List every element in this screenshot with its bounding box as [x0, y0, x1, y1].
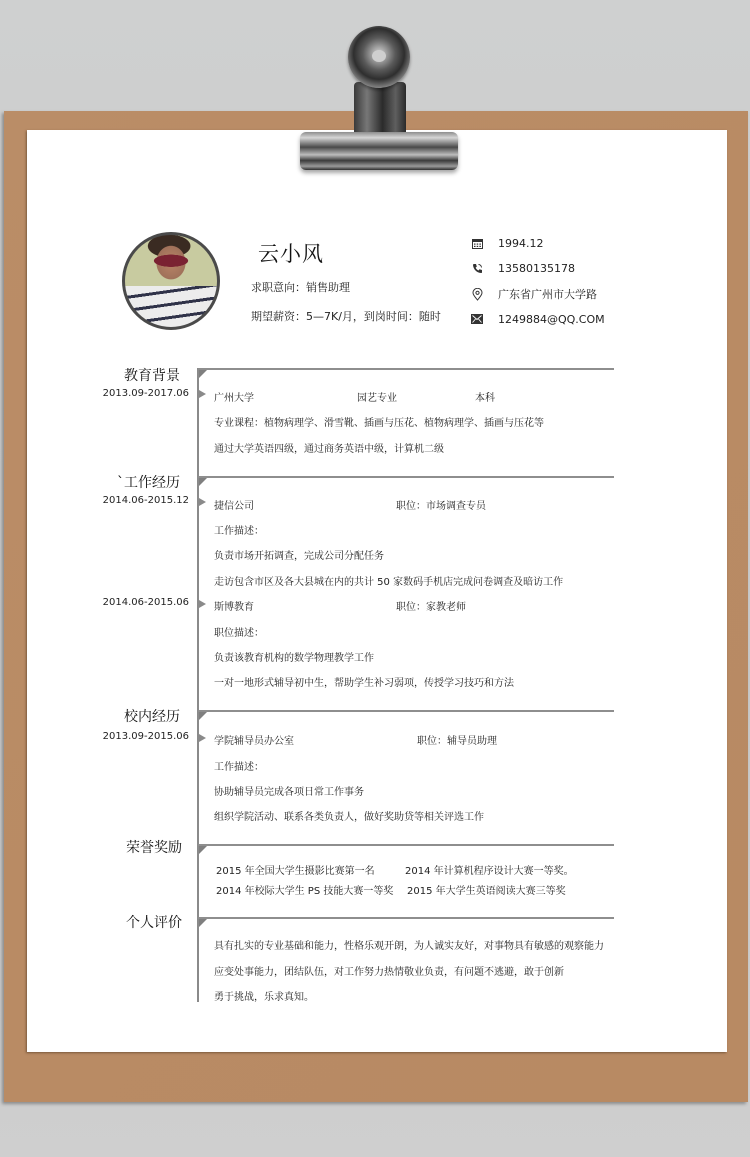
section-divider: [198, 710, 614, 712]
work-desc-1a: 负责市场开拓调查，完成公司分配任务: [214, 551, 384, 562]
corner-marker: [199, 370, 207, 378]
education-major: 园艺专业: [357, 393, 397, 404]
work-company-2: 斯博教育: [214, 602, 254, 613]
section-divider: [198, 917, 614, 919]
education-school: 广州大学: [214, 393, 254, 404]
corner-marker: [199, 478, 207, 486]
education-certs: 通过大学英语四级，通过商务英语中级，计算机二级: [214, 444, 444, 455]
work-position-1: 职位：市场调查专员: [396, 501, 486, 512]
campus-date: 2013.09-2015.06: [102, 731, 189, 742]
honor-item: 2014 年计算机程序设计大赛一等奖。: [405, 866, 574, 877]
avatar: [122, 232, 220, 330]
evaluation-line: 应变处事能力，团结队伍，对工作努力热情敬业负责，有问题不逃避，敢于创新: [214, 967, 564, 978]
section-title-education: 教育背景: [124, 368, 180, 384]
corner-marker: [199, 712, 207, 720]
education-date: 2013.09-2017.06: [102, 388, 189, 399]
education-courses: 专业课程：植物病理学、滑雪靴、插画与压花、植物病理学、插画与压花等: [214, 418, 544, 429]
section-title-evaluation: 个人评价: [126, 915, 182, 931]
work-desc-label-1: 工作描述：: [214, 526, 264, 537]
contact-email-text: 1249884@QQ.COM: [498, 312, 605, 326]
binder-clip: [298, 24, 460, 170]
contact-phone-text: 13580135178: [498, 261, 575, 275]
work-date-2: 2014.06-2015.06: [102, 597, 189, 608]
honor-item: 2014 年校际大学生 PS 技能大赛一等奖: [216, 886, 394, 897]
timeline-arrow: [199, 498, 206, 506]
honor-item: 2015 年全国大学生摄影比赛第一名: [216, 866, 375, 877]
campus-desc-label: 工作描述：: [214, 762, 264, 773]
mail-icon: [470, 312, 484, 326]
clip-base: [300, 132, 458, 170]
salary-expectation: 期望薪资：5—7K/月，到岗时间：随时: [251, 310, 441, 323]
work-desc-1b: 走访包含市区及各大县城在内的共计 50 家数码手机店完成问卷调查及暗访工作: [214, 577, 564, 588]
work-date-1: 2014.06-2015.12: [102, 495, 189, 506]
evaluation-line: 勇于挑战，乐求真知。: [214, 992, 314, 1003]
timeline-arrow: [199, 390, 206, 398]
education-degree: 本科: [475, 393, 495, 404]
contact-email: [470, 311, 670, 327]
honor-item: 2015 年大学生英语阅读大赛三等奖: [407, 886, 566, 897]
section-title-campus: 校内经历: [124, 709, 180, 725]
corner-marker: [199, 846, 207, 854]
work-company-1: 捷信公司: [214, 501, 254, 512]
clip-ring: [348, 26, 410, 88]
section-divider: [198, 844, 614, 846]
contact-birth-text: 1994.12: [498, 236, 544, 250]
campus-desc-a: 协助辅导员完成各项日常工作事务: [214, 787, 364, 798]
timeline-line: [197, 368, 199, 1002]
section-divider: [198, 476, 614, 478]
location-icon: [470, 287, 484, 301]
contact-birth: [470, 235, 670, 251]
work-desc-2b: 一对一地形式辅导初中生，帮助学生补习弱项，传授学习技巧和方法: [214, 678, 514, 689]
section-divider: [198, 368, 614, 370]
phone-icon: [470, 261, 484, 275]
campus-desc-b: 组织学院活动、联系各类负责人，做好奖助贷等相关评选工作: [214, 812, 484, 823]
work-position-2: 职位：家教老师: [396, 602, 466, 613]
work-desc-2a: 负责该教育机构的数学物理教学工作: [214, 653, 374, 664]
campus-position: 职位：辅导员助理: [417, 736, 497, 747]
contact-address-text: 广东省广州市大学路: [498, 288, 597, 301]
campus-org: 学院辅导员办公室: [214, 736, 294, 747]
work-desc-label-2: 职位描述：: [214, 628, 264, 639]
timeline-arrow: [199, 600, 206, 608]
contact-address: [470, 286, 670, 302]
job-intent: 求职意向：销售助理: [251, 281, 350, 294]
section-title-work: `工作经历: [117, 475, 180, 491]
candidate-name: 云小风: [258, 242, 324, 266]
corner-marker: [199, 919, 207, 927]
contact-phone: [470, 260, 670, 276]
evaluation-line: 具有扎实的专业基础和能力，性格乐观开朗，为人诚实友好，对事物具有敏感的观察能力: [214, 941, 604, 952]
calendar-icon: [470, 236, 484, 250]
timeline-arrow: [199, 734, 206, 742]
section-title-honors: 荣誉奖励: [126, 840, 182, 856]
